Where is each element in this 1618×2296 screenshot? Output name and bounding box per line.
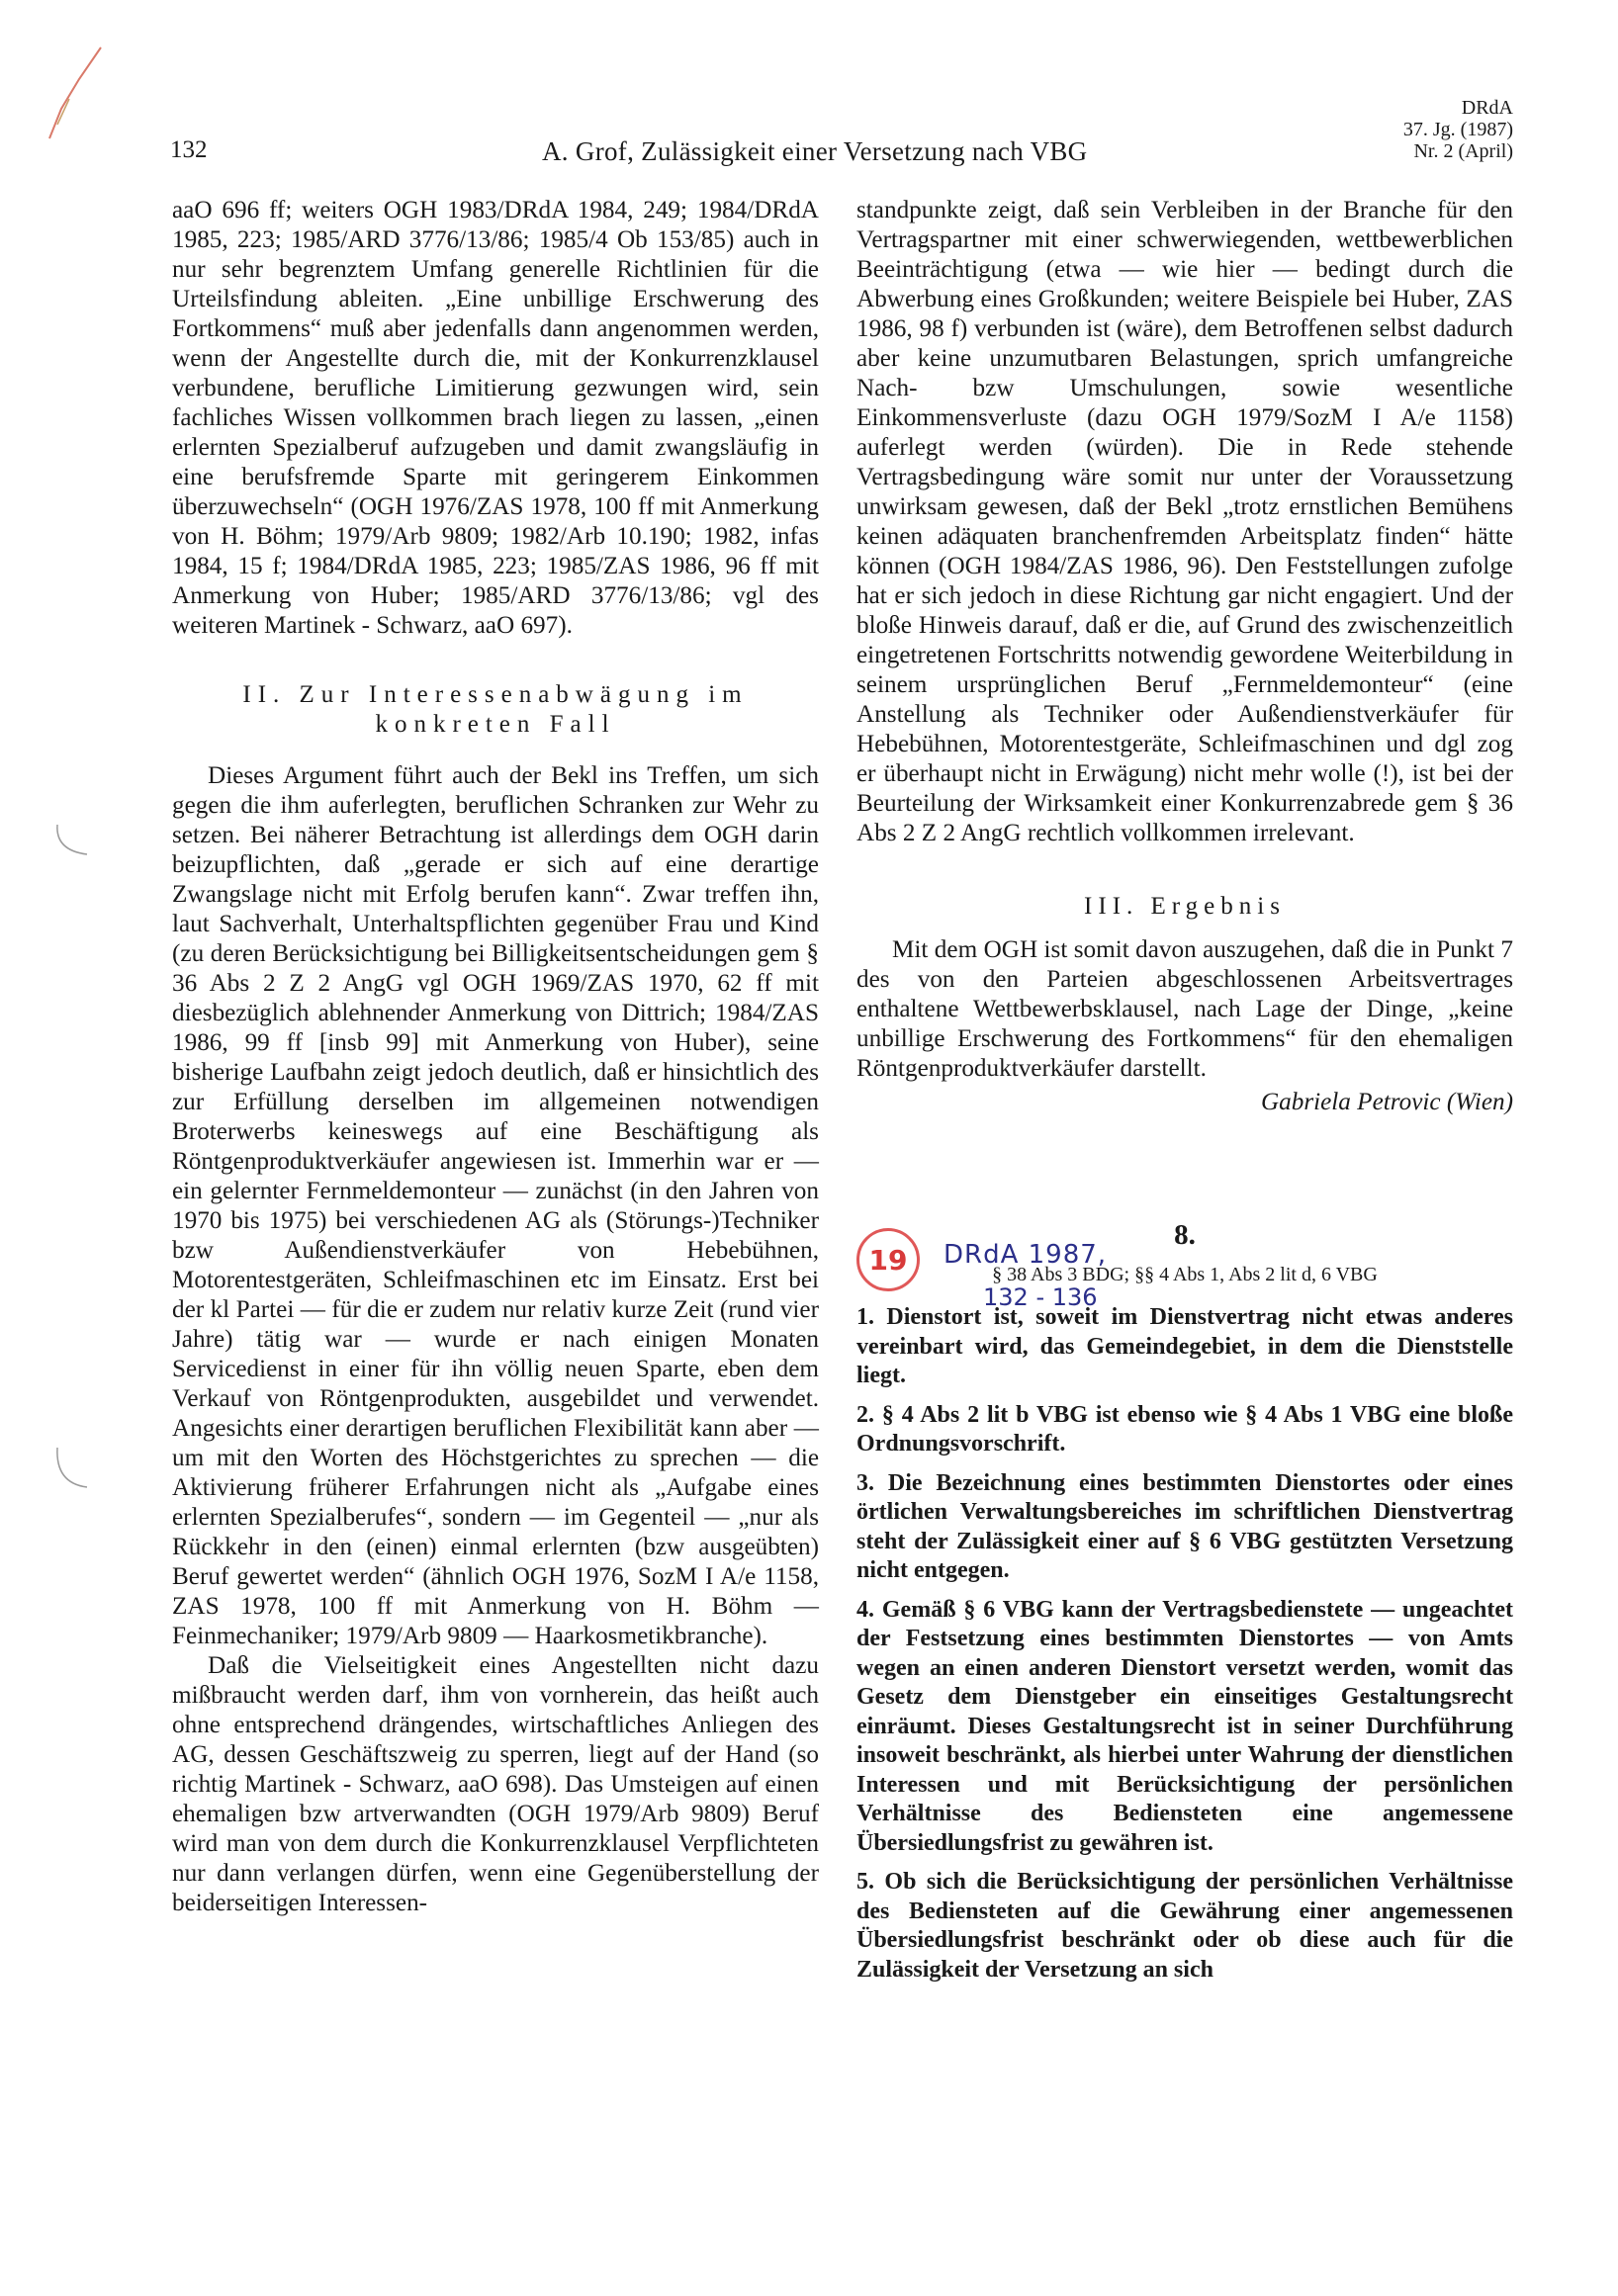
headnote-4: 4. Gemäß § 6 VBG kann der Vertragsbedienstete — ungeachtet der Festsetzung eines bestimmten Dienstortes — von Amts wegen an einen anderen Dienstort versetzt werden, womit das Gesetz dem Dienstgeber ein einseitiges Gestaltungsrecht einräumt. Dieses Gestaltungsrecht ist in seiner Durchführung insoweit beschränkt, als hierbei unter Wahrung der dienstlichen Interessen und mit Berücksichtigung der persönlichen Verhältnisse des Bediensteten eine angemessene Übersiedlungsfrist zu gewähren ist.: [856, 1596, 1513, 1856]
right-paragraph-2: Mit dem OGH ist somit davon auszugehen, daß die in Punkt 7 des von den Parteien abgeschlossenen Arbeitsvertrages enthaltene Wettbewerbsklausel, nach Lage der Dinge, „keine unbillige Erschwerung des Fortkommens“ für den ehemaligen Röntgenproduktverkäufer darstellt.: [856, 936, 1513, 1082]
right-paragraph-1: standpunkte zeigt, daß sein Verbleiben in der Branche für den Vertragspartner mit einer schwerwiegenden, wettbewerblichen Beeinträchtigung (etwa — wie hier — bedingt durch die Abwerbung eines Großkunden; weitere Beispiele bei Huber, ZAS 1986, 98 f) verbunden ist (wäre), dem Betroffenen selbst dadurch aber keine unzumutbaren Belastungen, sprich umfangreiche Nach- bzw Umschulungen, sowie wesentliche Einkommensverluste (dazu OGH 1979/SozM I A/e 1158) auferlegt werden (würden). Die in Rede stehende Vertragsbedingung wäre somit nur unter der Voraussetzung unwirksam gewesen, daß der Bekl „trotz ernstlichen Bemühens keinen adäquaten branchenfremden Arbeitsplatz finden“ hätte können (OGH 1984/ZAS 1986, 96). Den Feststellungen zufolge hat er sich jedoch in diese Richtung gar nicht engagiert. Und der bloße Hinweis darauf, daß er die, auf Grund des zwischenzeitlich eingetretenen Fortschritts notwendig gewordene Weiterbildung in seinem ursprünglichen Beruf „Fernmeldemonteur“ (eine Anstellung als Techniker oder Außendienstverkäufer für Hebebühnen, Motorentestgeräte, Schleifmaschinen und dgl zog er überhaupt nicht in Erwägung) nicht mehr wolle (!), ist bei der Beurteilung der Wirksamkeit einer Konkurrenzabrede gem § 36 Abs 2 Z 2 AngG rechtlich vollkommen irrelevant.: [856, 197, 1513, 846]
left-paragraph-3: Daß die Vielseitigkeit eines Angestellten nicht dazu mißbraucht werden darf, ihm von vornherein, das heißt auch ohne entsprechend drängendes, wirtschaftliches Anliegen des AG, dessen Geschäftszweig zu sperren, liegt auf der Hand (so richtig Martinek - Schwarz, aaO 698). Das Umsteigen auf einen ehemaligen bzw artverwandten (OGH 1979/Arb 9809) Beruf wird man von dem durch die Konkurrenzklausel Verpflichteten nur dann verlangen dürfen, wenn eine Gegenüberstellung der beiderseitigen Interessen-: [172, 1652, 819, 1916]
headnote-3: 3. Die Bezeichnung eines bestimmten Dienstortes oder eines örtlichen Verwaltungsbereiches im schriftlichen Dienstvertrag steht der Zulässigkeit einer auf § 6 VBG gestützten Versetzung nicht entgegen.: [856, 1469, 1513, 1583]
circled-number: 19: [856, 1228, 920, 1291]
headnote-1: 1. Dienstort ist, soweit im Dienstvertrag nicht etwas anderes vereinbart wird, das Gemeindegebiet, in dem die Dienststelle liegt.: [856, 1304, 1513, 1388]
left-column: [172, 196, 819, 1918]
journal-info: [1276, 97, 1513, 162]
section-heading-2: II. Zur Interessenabwägung im konkreten Fall: [242, 681, 749, 738]
left-paragraph-1: aaO 696 ff; weiters OGH 1983/DRdA 1984, 249; 1984/DRdA 1985, 223; 1985/ARD 3776/13/86; 1985/4 Ob 153/85) auch in nur sehr begrenztem Umfang generelle Richtlinien für die Urteilsfindung ableiten. „Eine unbillige Erschwerung des Fortkommens“ muß aber jedenfalls dann angenommen werden, wenn der Angestellte durch die, mit der Konkurrenzklausel verbundene, berufliche Limitierung gezwungen wird, sein fachliches Wissen vollkommen brach liegen zu lassen, „einen erlernten Spezialberuf aufzugeben und damit zwangsläufig in eine berufsfremde Sparte mit geringerem Einkommen überzuwechseln“ (OGH 1976/ZAS 1978, 100 ff mit Anmerkung von H. Böhm; 1979/Arb 9809; 1982/Arb 10.190; 1982, infas 1984, 15 f; 1984/DRdA 1985, 223; 1985/ZAS 1986, 96 ff mit Anmerkung von Huber; 1985/ARD 3776/13/86; vgl des weiteren Martinek - Schwarz, aaO 697).: [172, 197, 819, 639]
journal-issue: Nr. 2 (April): [1413, 140, 1513, 162]
right-column: [856, 196, 1513, 1994]
pen-mark-icon: [40, 40, 119, 148]
headnote-2: 2. § 4 Abs 2 lit b VBG ist ebenso wie § 4 Abs 1 VBG eine bloße Ordnungsvorschrift.: [856, 1401, 1513, 1457]
handwritten-citation-line-2: 132 - 136: [983, 1283, 1098, 1311]
legal-references: § 38 Abs 3 BDG; §§ 4 Abs 1, Abs 2 lit d, 6 VBG: [992, 1264, 1378, 1285]
page-number: 132: [170, 136, 208, 163]
margin-arc-icon: [51, 821, 91, 860]
journal-name: DRdA: [1461, 97, 1513, 119]
journal-volume: 37. Jg. (1987): [1402, 119, 1513, 140]
left-paragraph-2: Dieses Argument führt auch der Bekl ins Treffen, um sich gegen die ihm auferlegten, beruflichen Schranken zur Wehr zu setzen. Bei näherer Betrachtung ist allerdings dem OGH darin beizupflichten, daß „gerade er sich auf eine derartige Zwangslage nicht mit Erfolg berufen kann“. Zwar treffen ihn, laut Sachverhalt, Unterhaltspflichten gegenüber Frau und Kind (zu deren Berücksichtigung bei Billigkeitsentscheidungen gem § 36 Abs 2 Z 2 AngG vgl OGH 1969/ZAS 1970, 62 ff mit diesbezüglich ablehnender Anmerkung von Dittrich; 1984/ZAS 1986, 99 ff [insb 99] mit Anmerkung von Huber), seine bisherige Laufbahn zeigt jedoch deutlich, daß er hinsichtlich des zur Erfüllung derselben im allgemeinen notwendigen Broterwerbs keineswegs auf eine Beschäftigung als Röntgenproduktverkäufer angewiesen ist. Immerhin war er — ein gelernter Fernmeldemonteur — zunächst (in den Jahren von 1970 bis 1975) bei verschiedenen AG als (Störungs-)Techniker bzw Außendienstverkäufer von Hebebühnen, Motorentestgeräten, Schleifmaschinen etc im Einsatz. Erst bei der kl Partei — für die er zudem nur relativ kurze Zeit (rund vier Jahre) tätig war — wurde er nach einigen Monaten Servicedienst in einer für ihn völlig neuen Sparte, eben dem Verkauf von Röntgenprodukten, ausgebildet und verwendet. Angesichts einer derartigen beruflichen Flexibilität kann aber — um mit den Worten des Höchstgerichtes zu sprechen — die Aktivierung früherer Erfahrungen nicht als „Aufgabe eines erlernten Spezialberufes“, sondern — im Gegenteil — „nur als Rückkehr in den (einen) einmal erlernten (bzw ausgeübten) Beruf gewertet werden“ (ähnlich OGH 1976, SozM I A/e 1158, ZAS 1978, 100 ff mit Anmerkung von H. Böhm — Feinmechaniker; 1979/Arb 9809 — Haarkosmetikbranche).: [172, 762, 819, 1649]
handwritten-citation-line-1: DRdA 1987,: [944, 1240, 1108, 1270]
handwritten-annotation: [856, 1228, 1153, 1337]
case-number: 8.: [1174, 1219, 1196, 1251]
section-heading-3: III. Ergebnis: [1084, 893, 1286, 920]
margin-arc-icon: [51, 1444, 91, 1493]
running-title: A. Grof, Zulässigkeit einer Versetzung nach VBG: [542, 136, 1088, 166]
author-signature: Gabriela Petrovic (Wien): [1260, 1089, 1513, 1115]
headnote-5: 5. Ob sich die Berücksichtigung der persönlichen Verhältnisse des Bediensteten auf die Gewährung einer angemessenen Übersiedlungsfrist beschränkt oder ob diese auch für die Zulässigkeit der Versetzung an sich: [856, 1869, 1513, 1983]
